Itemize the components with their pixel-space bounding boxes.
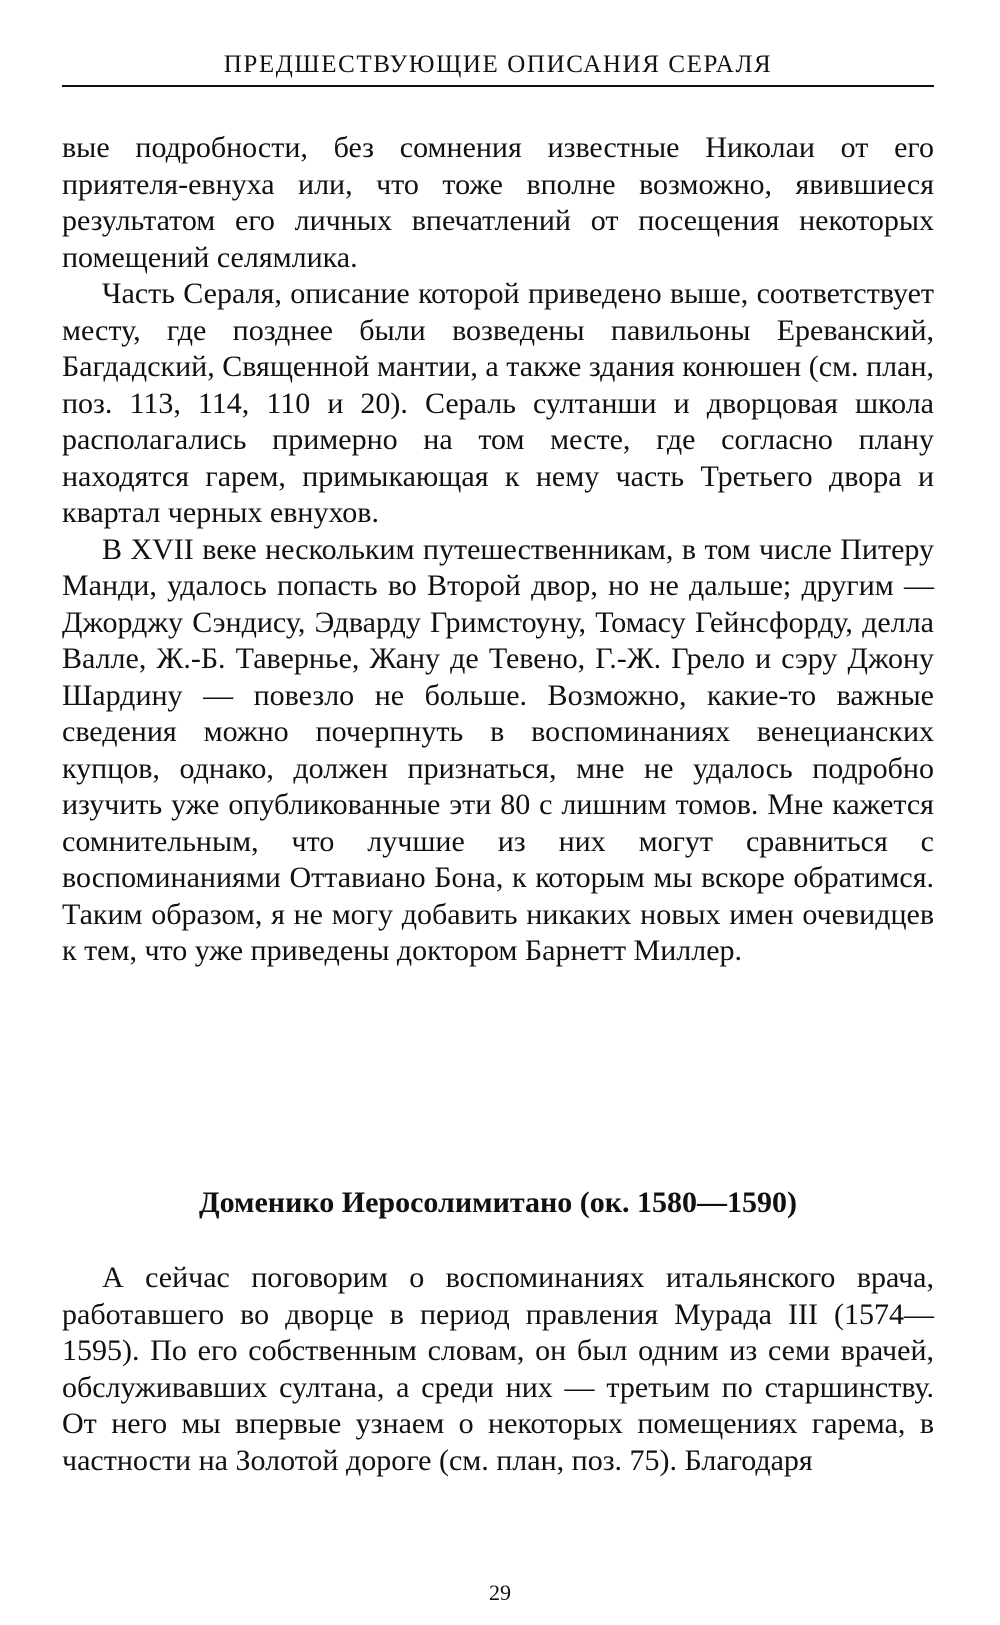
paragraph-continuation: вые подробности, без сомнения известные Николаи от его приятеля-евнуха или, что тоже вполне возможно, явившиеся результатом его личных впечатлений от посещения некоторых помещений селямлика.: [62, 131, 934, 274]
paragraph: В XVII веке нескольким путешественникам, в том числе Питеру Манди, удалось попасть во Второй двор, но не дальше; другим — Джорджу Сэндису, Эдварду Гримстоуну, Томасу Гейнсфорду, делла Валле, Ж.-Б. Тавернье, Жану де Тевено, Г.-Ж. Грело и сэру Джону Шардину — повезло не больше. Возможно, какие-то важные сведения можно почерпнуть в воспоминаниях венецианских купцов, однако, должен признаться, мне не удалось подробно изучить уже опубликованные эти 80 с лишним томов. Мне кажется сомнительным, что лучшие из них могут сравниться с воспоминаниями Оттавиано Бона, к которым мы вскоре обратимся. Таким образом, я не могу добавить никаких новых имен очевидцев к тем, что уже приведены доктором Барнетт Миллер.: [62, 532, 934, 967]
paragraph: Часть Сераля, описание которой приведено выше, соответствует месту, где позднее были возведены павильоны Ереванский, Багдадский, Священной мантии, а также здания конюшен (см. план, поз. 113, 114, 110 и 20). Сераль султанши и дворцовая школа располагались примерно на том месте, где согласно плану находятся гарем, примыкающая к нему часть Третьего двора и квартал черных евнухов.: [62, 277, 934, 529]
page-number: 29: [489, 1580, 511, 1605]
section-heading: Доменико Иеросолимитано (ок. 1580—1590): [198, 1186, 798, 1219]
running-head: ПРЕДШЕСТВУЮЩИЕ ОПИСАНИЯ СЕРАЛЯ: [223, 51, 773, 78]
section-text-block: [62, 1260, 934, 1479]
header-rule: [62, 85, 934, 87]
main-text-block: [62, 130, 934, 970]
paragraph: А сейчас поговорим о воспоминаниях итальянского врача, работавшего во дворце в период правления Мурада III (1574—1595). По его собственным словам, он был одним из семи врачей, обслуживавших султана, а среди них — третьим по старшинству. От него мы впервые узнаем о некоторых помещениях гарема, в частности на Золотой дороге (см. план, поз. 75). Благодаря: [62, 1261, 934, 1477]
